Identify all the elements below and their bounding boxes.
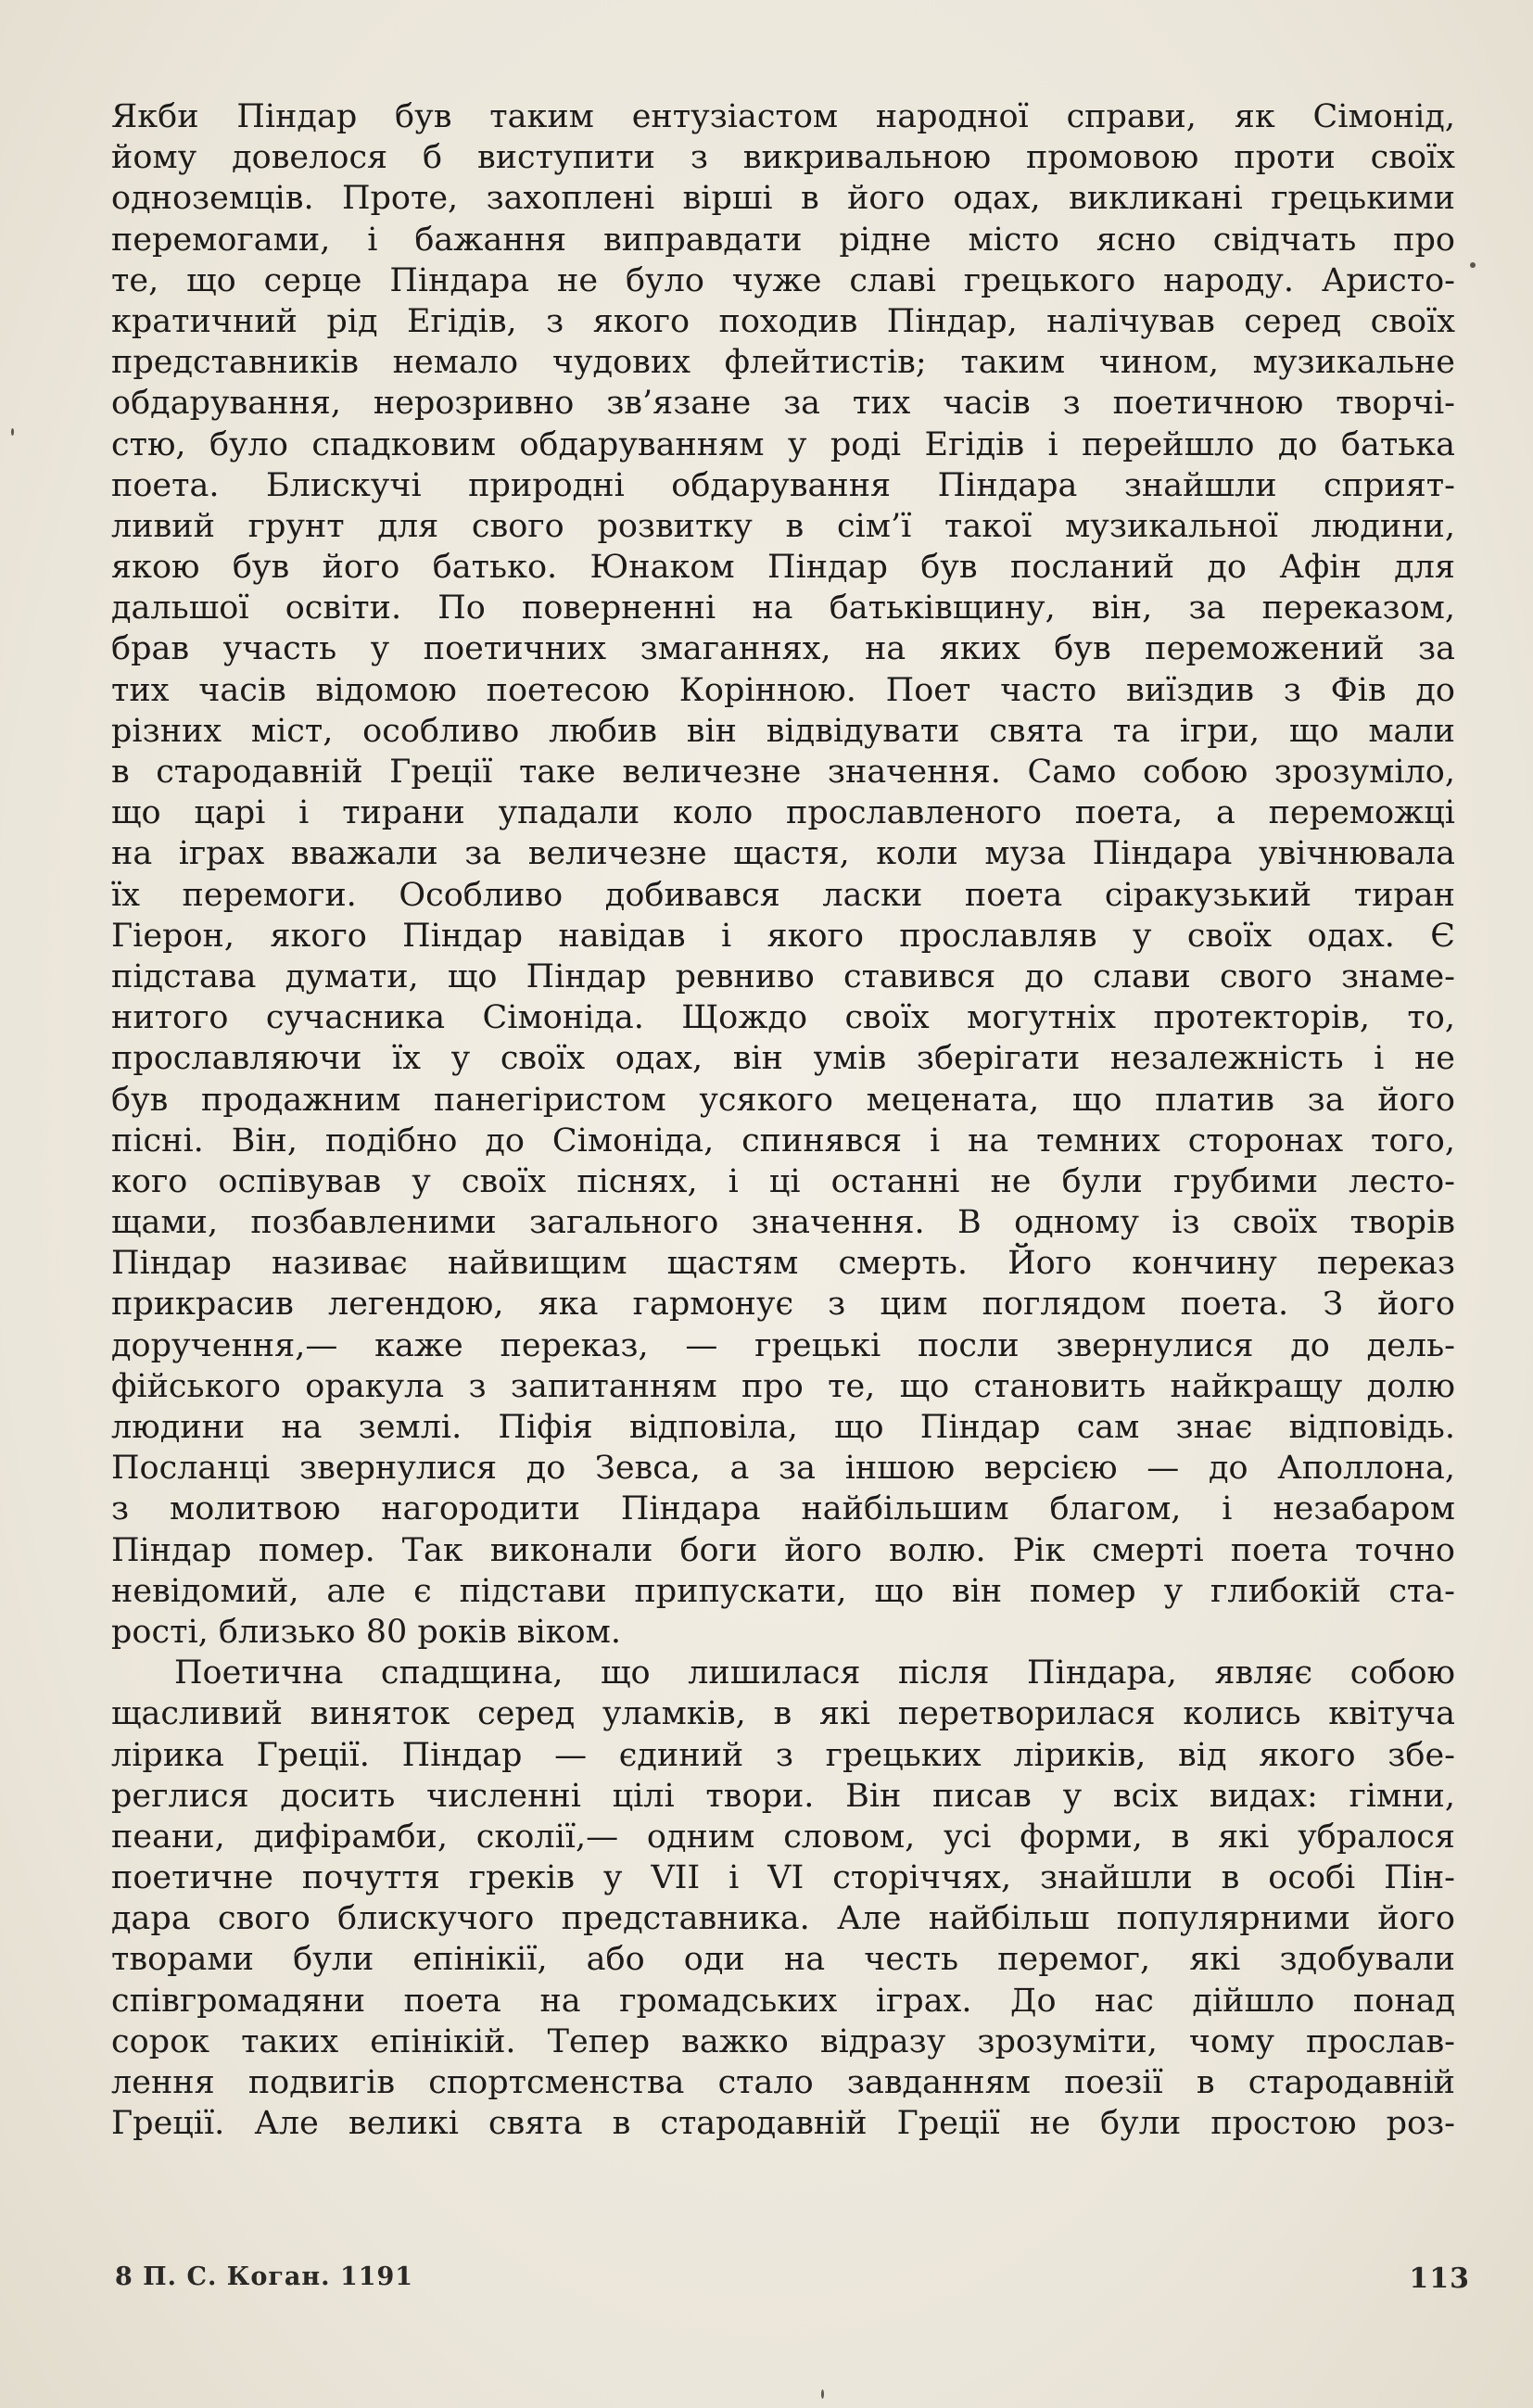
text-line: кого оспівував у своїх піснях, і ці останні не були грубими лесто-: [111, 1162, 1455, 1200]
text-line: що царі і тирани упадали коло прославленого поета, а переможці: [111, 794, 1455, 832]
text-line: Піндар помер. Так виконали боги його волю. Рік смерті поета точно: [111, 1531, 1455, 1569]
text-line: творами були епінікії, або оди на честь перемог, які здобували: [111, 1941, 1455, 1979]
text-line: щами, позбавленими загального значення. В одному із своїх творів: [111, 1204, 1455, 1242]
text-line: дальшої освіти. По поверненні на батьківщину, він, за переказом,: [111, 589, 1455, 627]
text-line: поетичне почуття греків у VII і VI сторіччях, знайшли в особі Пін-: [111, 1859, 1455, 1897]
text-line: лення подвигів спортсменства стало завданням поезії в стародавній: [111, 2064, 1455, 2101]
text-line: рості, близько 80 років віком.: [111, 1613, 621, 1651]
text-line: підстава думати, що Піндар ревниво ставився до слави свого знаме-: [111, 957, 1455, 995]
text-line: тих часів відомою поетесою Корінною. Поет часто виїздив з Фів до: [111, 671, 1455, 709]
text-line: перемогами, і бажання виправдати рідне місто ясно свідчать про: [111, 221, 1455, 259]
text-line: одноземців. Проте, захоплені вірші в його одах, викликані грецькими: [111, 180, 1455, 218]
text-line: Поетична спадщина, що лишилася після Піндара, являє собою: [174, 1654, 1455, 1692]
text-line: нитого сучасника Сімоніда. Щождо своїх могутніх протекторів, то,: [111, 999, 1455, 1037]
text-line: реглися досить численні цілі твори. Він писав у всіх видах: гімни,: [111, 1777, 1455, 1815]
text-line: пісні. Він, подібно до Сімоніда, спинявся і на темних сторонах того,: [111, 1122, 1455, 1160]
text-line: на іграх вважали за величезне щастя, коли муза Піндара увічнювала: [111, 835, 1455, 873]
text-line: Якби Піндар був таким ентузіастом народної справи, як Сімонід,: [111, 98, 1455, 135]
text-line: йому довелося б виступити з викривальною промовою проти своїх: [111, 139, 1455, 177]
text-line: ливий грунт для свого розвитку в сім’ї такої музикальної людини,: [111, 507, 1455, 545]
text-line: сорок таких епінікій. Тепер важко відразу зрозуміти, чому прослав-: [111, 2022, 1455, 2060]
printer-signature: 8 П. С. Коган. 1191: [115, 2262, 414, 2291]
text-line: стю, було спадковим обдаруванням у роді Егідів і перейшло до батька: [111, 425, 1455, 463]
text-line: брав участь у поетичних змаганнях, на яких був переможений за: [111, 630, 1455, 668]
scan-speck: [1470, 262, 1476, 268]
text-line: Гіерон, якого Піндар навідав і якого прославляв у своїх одах. Є: [111, 917, 1455, 955]
text-line: невідомий, але є підстави припускати, що він помер у глибокій ста-: [111, 1572, 1455, 1610]
text-line: співгромадяни поета на громадських іграх. До нас дійшло понад: [111, 1982, 1455, 2020]
text-line: їх перемоги. Особливо добивався ласки поета сіракузький тиран: [111, 876, 1455, 914]
text-line: різних міст, особливо любив він відвідувати свята та ігри, що мали: [111, 712, 1455, 750]
text-line: кратичний рід Егідів, з якого походив Піндар, налічував серед своїх: [111, 302, 1455, 340]
text-line: був продажним панегіристом усякого мецената, що платив за його: [111, 1081, 1455, 1119]
scan-speck: [821, 2389, 824, 2399]
text-line: представників немало чудових флейтистів; таким чином, музикальне: [111, 344, 1455, 382]
text-line: Піндар називає найвищим щастям смерть. Його кончину переказ: [111, 1245, 1455, 1283]
text-block: [111, 96, 1455, 2144]
text-line: пеани, дифірамби, сколії,— одним словом, усі форми, в які убралося: [111, 1818, 1455, 1856]
paragraph-1: [111, 96, 1455, 1653]
text-line: обдарування, нерозривно зв’язане за тих часів з поетичною творчі-: [111, 385, 1455, 423]
text-line: людини на землі. Піфія відповіла, що Піндар сам знає відповідь.: [111, 1409, 1455, 1446]
text-line: з молитвою нагородити Піндара найбільшим благом, і незабаром: [111, 1490, 1455, 1528]
paragraph-2: [111, 1653, 1455, 2144]
text-line: прославляючи їх у своїх одах, він умів зберігати незалежність і не: [111, 1040, 1455, 1078]
text-line: Греції. Але великі свята в стародавній Греції не були простою роз-: [111, 2105, 1455, 2143]
text-line: якою був його батько. Юнаком Піндар був посланий до Афін для: [111, 549, 1455, 587]
text-line: поета. Блискучі природні обдарування Піндара знайшли сприят-: [111, 466, 1455, 504]
text-line: доручення,— каже переказ, — грецькі посли звернулися до дель-: [111, 1326, 1455, 1364]
scan-speck: [11, 428, 14, 436]
text-line: фійського оракула з запитанням про те, що становить найкращу долю: [111, 1367, 1455, 1405]
text-line: лірика Греції. Піндар — єдиний з грецьких ліриків, від якого збе-: [111, 1736, 1455, 1774]
text-line: Посланці звернулися до Зевса, а за іншою версією — до Аполлона,: [111, 1450, 1455, 1488]
text-line: те, що серце Піндара не було чуже славі грецького народу. Аристо-: [111, 261, 1455, 299]
text-line: в стародавній Греції таке величезне значення. Само собою зрозуміло,: [111, 754, 1455, 791]
text-line: дара свого блискучого представника. Але найбільш популярними його: [111, 1900, 1455, 1938]
text-line: щасливий виняток серед уламків, в які перетворилася колись квітуча: [111, 1695, 1455, 1733]
text-line: прикрасив легендою, яка гармонує з цим поглядом поета. З його: [111, 1286, 1455, 1324]
page-number: 113: [1409, 2262, 1470, 2295]
page-footer: [115, 2262, 1470, 2300]
